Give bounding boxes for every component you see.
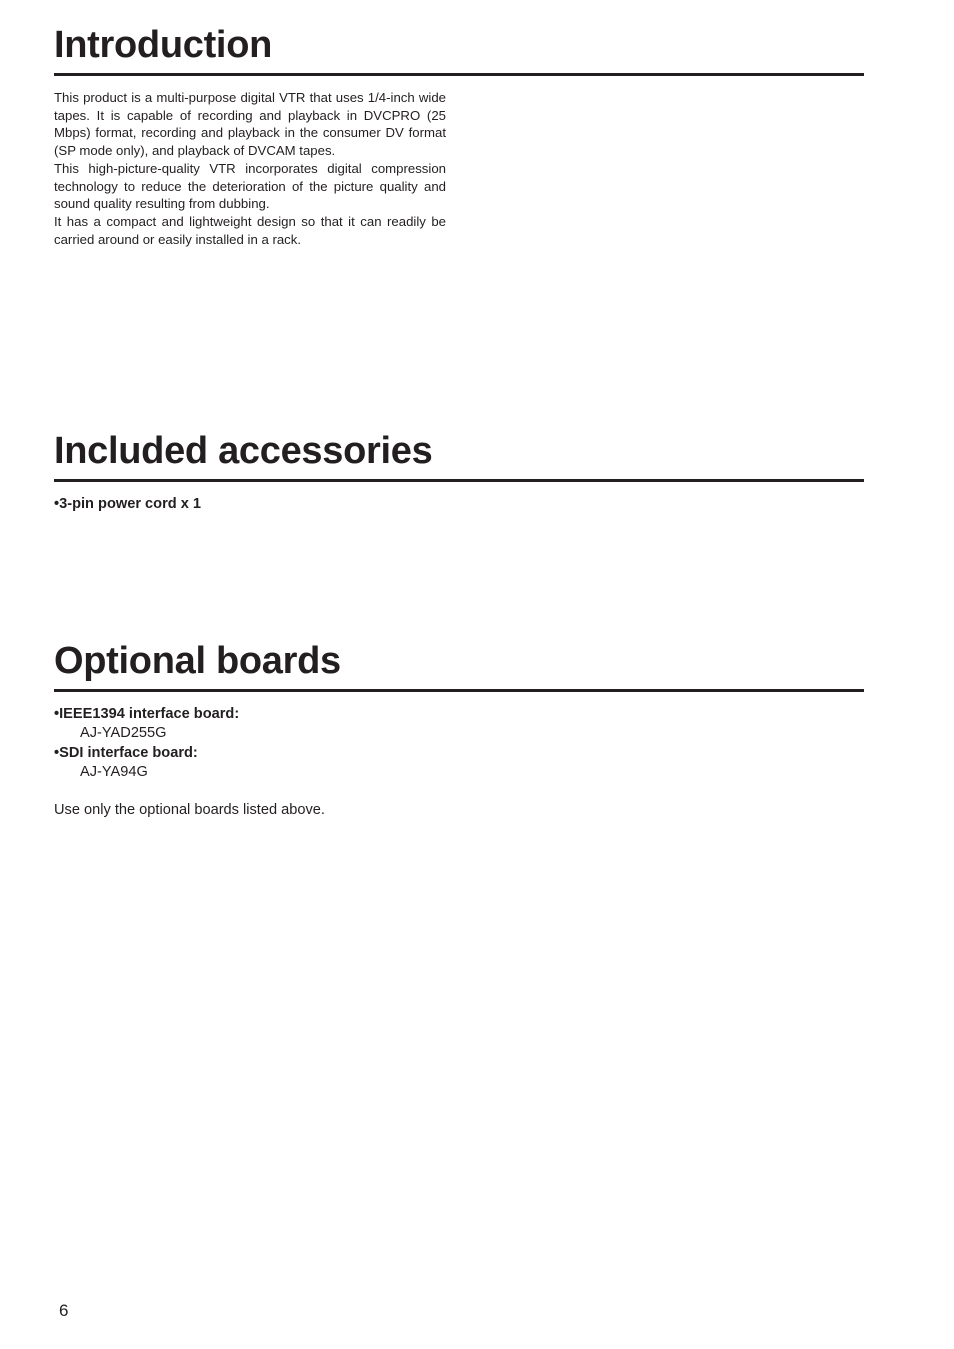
introduction-paragraph: It has a compact and lightweight design so that it can readily be carried around or easily installed in a rack. [54,213,446,247]
optional-boards-list [54,705,864,782]
introduction-body [54,89,446,248]
board-item-model: AJ-YAD255G [80,725,167,742]
included-accessories-heading: Included accessories [54,429,864,482]
page-number: 6 [59,1301,69,1320]
optional-boards-note: Use only the optional boards listed above. [54,802,325,819]
board-item-model: AJ-YA94G [80,763,148,780]
introduction-paragraph: This product is a multi-purpose digital VTR that uses 1/4-inch wide tapes. It is capable of recording and playback in DVCPRO (25 Mbps) format, recording and playback in the consumer DV format (SP mode only), and playback of DVCAM tapes. [54,90,446,159]
included-accessories-section [54,429,864,514]
board-item-label: •IEEE1394 interface board: [54,706,240,722]
introduction-paragraph: This high-picture-quality VTR incorporates digital compression technology to reduce the deterioration of the picture quality and sound quality resulting from dubbing. [54,160,446,212]
optional-boards-heading: Optional boards [54,639,864,692]
introduction-heading: Introduction [54,23,864,76]
board-item-label: •SDI interface board: [54,744,198,761]
optional-boards-section [54,639,864,820]
accessory-item: •3-pin power cord x 1 [54,496,202,512]
introduction-section [54,23,864,248]
accessories-list [54,495,864,514]
